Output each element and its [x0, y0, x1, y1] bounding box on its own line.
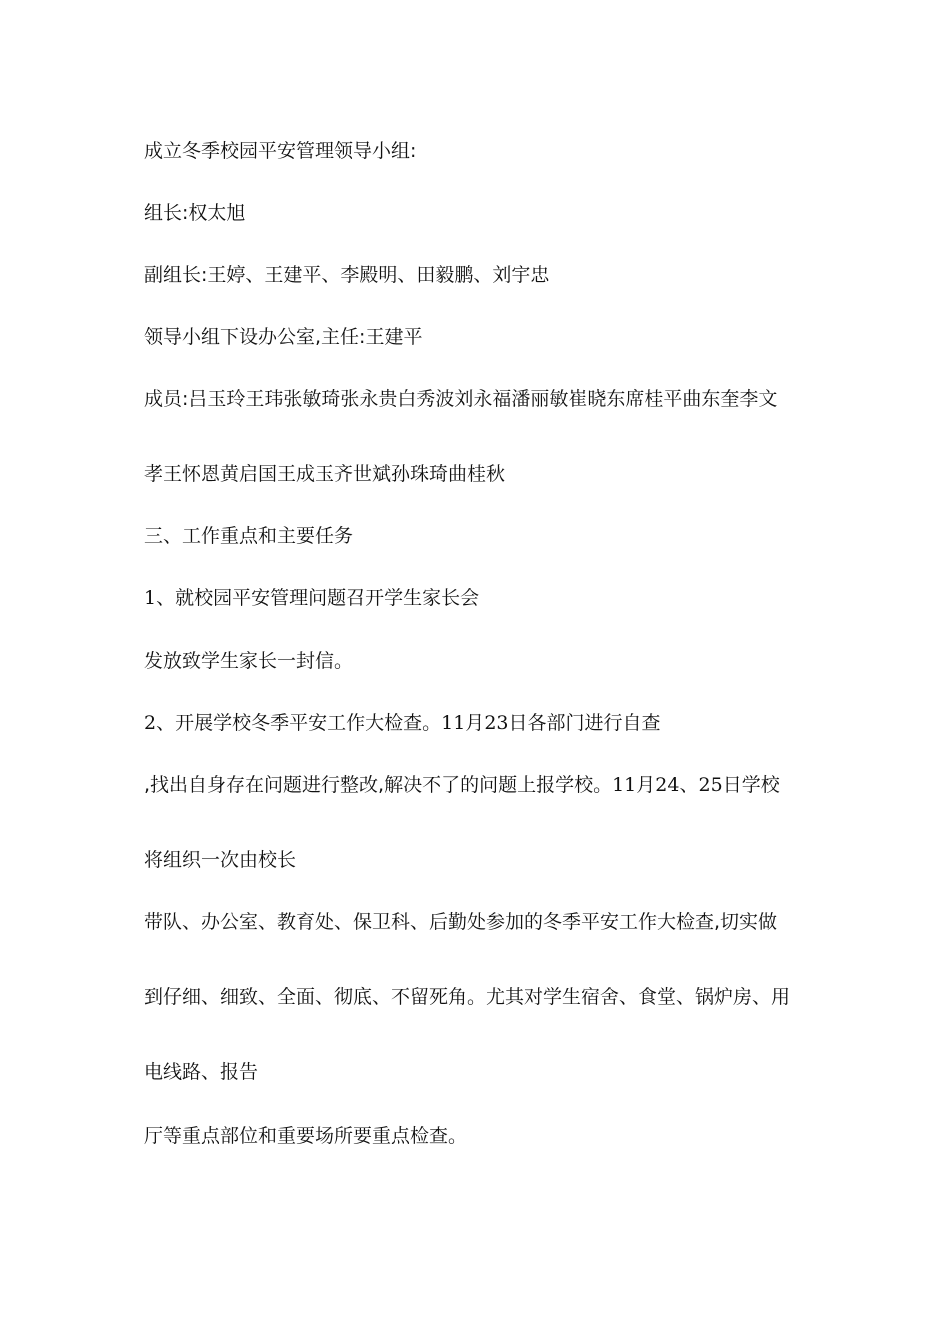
text-line-10: 2、开展学校冬季平安工作大检查。11月23日各部门进行自查: [144, 712, 661, 734]
text-line-5: 成员:吕玉玲王玮张敏琦张永贵白秀波刘永福潘丽敏崔晓东席桂平曲东奎李文: [144, 388, 778, 410]
text-line-6: 孝王怀恩黄启国王成玉齐世斌孙珠琦曲桂秋: [144, 463, 506, 485]
text-line-1: 成立冬季校园平安管理领导小组:: [144, 140, 417, 162]
text-line-14: 到仔细、细致、全面、彻底、不留死角。尤其对学生宿舍、食堂、锅炉房、用: [144, 986, 791, 1008]
text-line-12: 将组织一次由校长: [144, 849, 297, 871]
text-line-9: 发放致学生家长一封信。: [144, 650, 354, 672]
text-line-11: ,找出自身存在问题进行整改,解决不了的问题上报学校。11月24、25日学校: [144, 774, 780, 796]
text-line-4: 领导小组下设办公室,主任:王建平: [144, 326, 423, 348]
text-line-2: 组长:权太旭: [144, 202, 246, 224]
text-line-8: 1、就校园平安管理问题召开学生家长会: [144, 587, 480, 609]
text-line-16: 厅等重点部位和重要场所要重点检查。: [144, 1125, 468, 1147]
text-line-15: 电线路、报告: [144, 1061, 259, 1083]
text-line-3: 副组长:王婷、王建平、李殿明、田毅鹏、刘宇忠: [144, 264, 550, 286]
section-heading: 三、工作重点和主要任务: [144, 525, 354, 547]
text-line-13: 带队、办公室、教育处、保卫科、后勤处参加的冬季平安工作大检查,切实做: [144, 911, 778, 933]
